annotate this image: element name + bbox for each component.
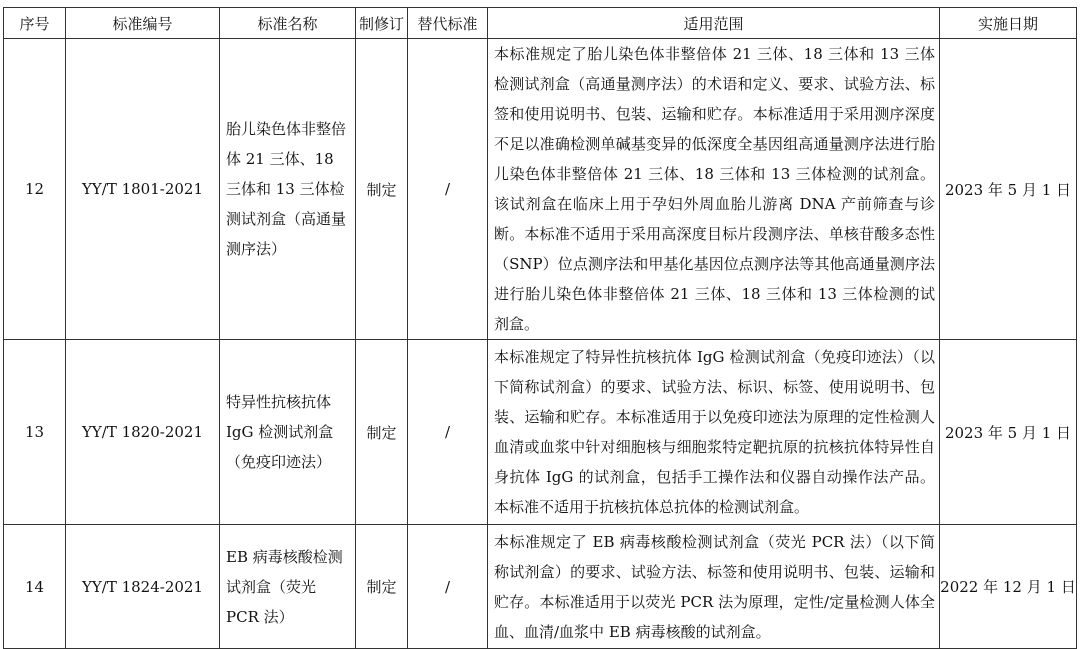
cell-replace: / [408,340,488,525]
cell-replace: / [408,525,488,649]
cell-code: YY/T 1820-2021 [66,340,220,525]
cell-scope: 本标准规定了特异性抗核抗体 IgG 检测试剂盒（免疫印迹法）（以下简称试剂盒）的要求、试验方法、标识、标签、使用说明书、包装、运输和贮存。本标准适用于以免疫印迹法为原理的定性检测人血清或血浆中针对细胞核与细胞浆特定靶抗原的抗核抗体特异性自身抗体 IgG 的试剂盒，包括手工操作法和仪器自动操作法产品。本标准不适用于抗核抗体总抗体的检测试剂盒。 [488,340,940,525]
cell-seq: 13 [4,340,66,525]
cell-date: 2023 年 5 月 1 日 [940,39,1077,340]
table-row [4,39,1077,340]
cell-name: 特异性抗核抗体 IgG 检测试剂盒（免疫印迹法） [220,340,356,525]
cell-seq: 14 [4,525,66,649]
header-name: 标准名称 [220,8,356,39]
header-replace: 替代标准 [408,8,488,39]
cell-seq: 12 [4,39,66,340]
standards-table [3,7,1077,649]
cell-date: 2022 年 12 月 1 日 [940,525,1077,649]
cell-revision: 制定 [356,39,408,340]
cell-scope: 本标准规定了胎儿染色体非整倍体 21 三体、18 三体和 13 三体检测试剂盒（高通量测序法）的术语和定义、要求、试验方法、标签和使用说明书、包装、运输和贮存。本标准适用于采用测序深度不足以准确检测单碱基变异的低深度全基因组高通量测序法进行胎儿染色体非整倍体 21 三体、18 三体和 13 三体检测的试剂盒。该试剂盒在临床上用于孕妇外周血胎儿游离 DNA 产前筛查与诊断。本标准不适用于采用高深度目标片段测序法、单核苷酸多态性（SNP）位点测序法和甲基化基因位点测序法等其他高通量测序法进行胎儿染色体非整倍体 21 三体、18 三体和 13 三体检测的试剂盒。 [488,39,940,340]
header-scope: 适用范围 [488,8,940,39]
cell-code: YY/T 1801-2021 [66,39,220,340]
cell-date: 2023 年 5 月 1 日 [940,340,1077,525]
table-row [4,525,1077,649]
cell-replace: / [408,39,488,340]
header-code: 标准编号 [66,8,220,39]
cell-code: YY/T 1824-2021 [66,525,220,649]
cell-revision: 制定 [356,340,408,525]
table-row [4,340,1077,525]
cell-scope: 本标准规定了 EB 病毒核酸检测试剂盒（荧光 PCR 法）（以下简称试剂盒）的要求、试验方法、标签和使用说明书、包装、运输和贮存。本标准适用于以荧光 PCR 法为原理，定性/定量检测人体全血、血清/血浆中 EB 病毒核酸的试剂盒。 [488,525,940,649]
header-date: 实施日期 [940,8,1077,39]
header-revision: 制修订 [356,8,408,39]
header-seq: 序号 [4,8,66,39]
cell-name: EB 病毒核酸检测试剂盒（荧光 PCR 法） [220,525,356,649]
cell-name: 胎儿染色体非整倍体 21 三体、18 三体和 13 三体检测试剂盒（高通量测序法） [220,39,356,340]
header-row [4,8,1077,39]
cell-revision: 制定 [356,525,408,649]
